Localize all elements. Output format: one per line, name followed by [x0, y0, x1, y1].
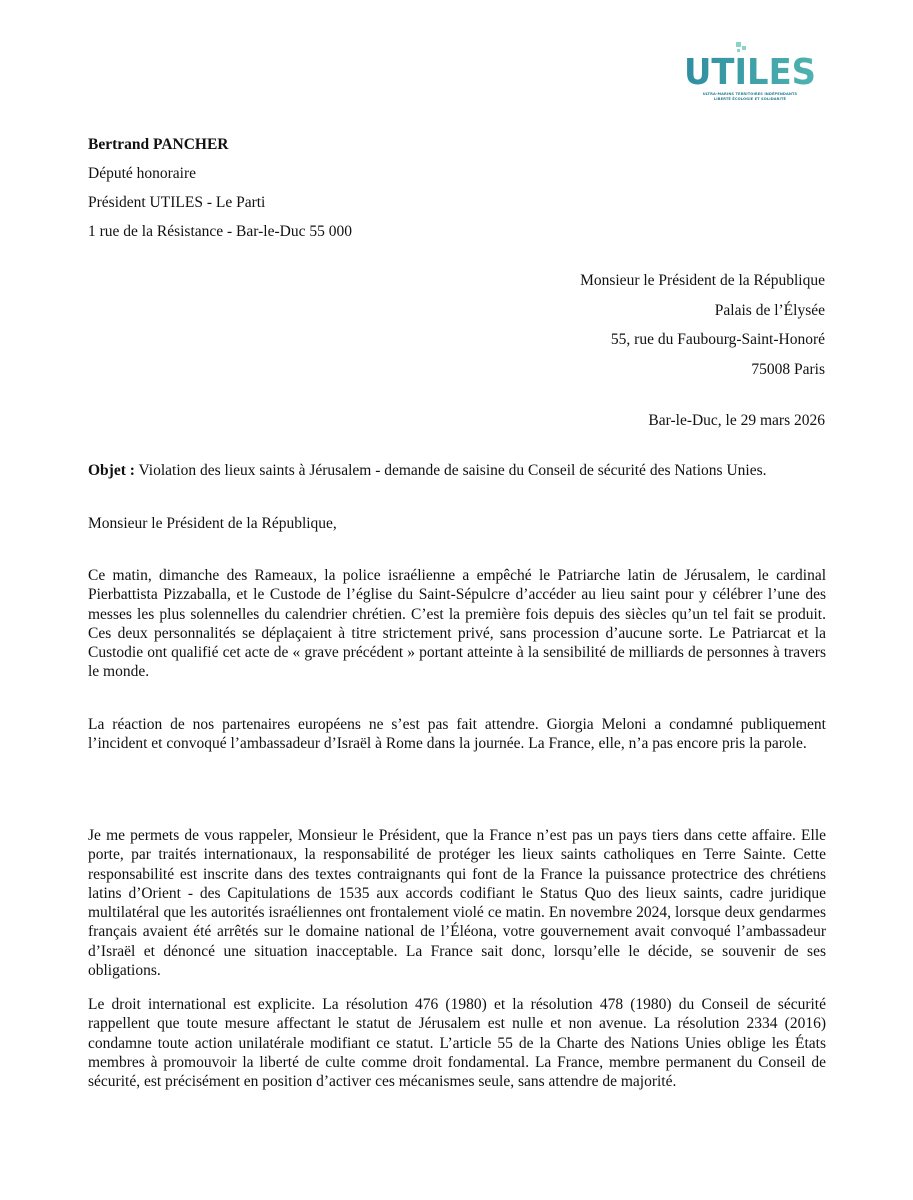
- recipient-street: 55, rue du Faubourg-Saint-Honoré: [610, 331, 825, 348]
- sender-role: Président UTILES - Le Parti: [88, 194, 266, 211]
- plus-sparkle-icon: [736, 42, 746, 52]
- logo-tagline-line2: LIBERTÉ ÉCOLOGIE ET SOLIDARITÉ: [713, 97, 787, 101]
- body-paragraph-3: Je me permets de vous rappeler, Monsieur le Président, que la France n’est pas un pays tiers dans cette affaire. Elle porte, par traités internationaux, la responsabilité de protéger les lieux saints catholiques en Terre Sainte. Cette responsabilité est inscrite dans des textes contraignants qui font de la France la puissance protectrice des chrétiens latins d’Orient - des Capitulations de 1535 aux accords codifiant le Status Quo des lieux saints, cadre juridique multilatéral que les autorités israéliennes ont frontalement violé ce matin. En novembre 2024, lorsque deux gendarmes français avaient été arrêtés sur le domaine national de l’Éléona, votre gouvernement avait convoqué l’ambassadeur d’Israël et dénoncé une situation inacceptable. La France sait donc, lorsqu’elle le décide, se souvenir de ses obligations.: [88, 827, 826, 980]
- letter-date: Bar-le-Duc, le 29 mars 2026: [648, 412, 825, 429]
- sender-address: 1 rue de la Résistance - Bar-le-Duc 55 000: [88, 223, 352, 240]
- utiles-logo-wordmark: [680, 40, 820, 92]
- recipient-block: [580, 266, 825, 384]
- object-text: Violation des lieux saints à Jérusalem - demande de saisine du Conseil de sécurité des Nations Unies.: [134, 462, 767, 479]
- recipient-building: Palais de l’Élysée: [714, 301, 825, 319]
- object-label: Objet :: [88, 462, 135, 479]
- logo-tagline: [680, 92, 820, 102]
- sender-block: [88, 130, 352, 246]
- recipient-name: Monsieur le Président de la République: [580, 272, 825, 289]
- body-paragraph-1: Ce matin, dimanche des Rameaux, la police israélienne a empêché le Patriarche latin de Jérusalem, le cardinal Pierbattista Pizzaballa, et le Custode de l’église du Saint-Sépulcre d’accéder au lieu saint pour y célébrer l’une des messes les plus solennelles du calendrier chrétien. C’est la première fois depuis des siècles qu’un tel fait se produit. Ces deux personnalités se déplaçaient à titre strictement privé, sans procession d’aucune sorte. Le Patriarcat et la Custodie ont qualifié cet acte de « grave précédent » portant atteinte à la sensibilité de milliards de personnes à travers le monde.: [88, 567, 826, 681]
- logo-tagline-line1: ULTRA-MARINS TERRITOIRES INDÉPENDANTS: [702, 92, 798, 96]
- salutation: Monsieur le Président de la République,: [88, 515, 337, 532]
- sender-title: Député honoraire: [88, 165, 197, 182]
- body-paragraph-4: Le droit international est explicite. La résolution 476 (1980) et la résolution 478 (1980) du Conseil de sécurité rappellent que toute mesure affectant le statut de Jérusalem est nulle et non avenue. La résolution 2334 (2016) condamne toute action unilatérale modifiant ce statut. L’article 55 de la Charte des Nations Unies oblige les États membres à promouvoir la liberté de culte comme droit fondamental. La France, membre permanent du Conseil de sécurité, est précisément en position d’activer ces mécanismes seule, sans attendre de majorité.: [88, 996, 826, 1091]
- body-paragraph-2: La réaction de nos partenaires européens ne s’est pas fait attendre. Giorgia Meloni a condamné publiquement l’incident et convoqué l’ambassadeur d’Israël à Rome dans la journée. La France, elle, n’a pas encore pris la parole.: [88, 716, 826, 753]
- sender-name: Bertrand PANCHER: [88, 136, 229, 153]
- utiles-logo: [680, 36, 820, 106]
- logo-word-text: UTILES: [684, 52, 816, 92]
- recipient-city: 75008 Paris: [751, 360, 825, 378]
- letter-object: [88, 456, 828, 485]
